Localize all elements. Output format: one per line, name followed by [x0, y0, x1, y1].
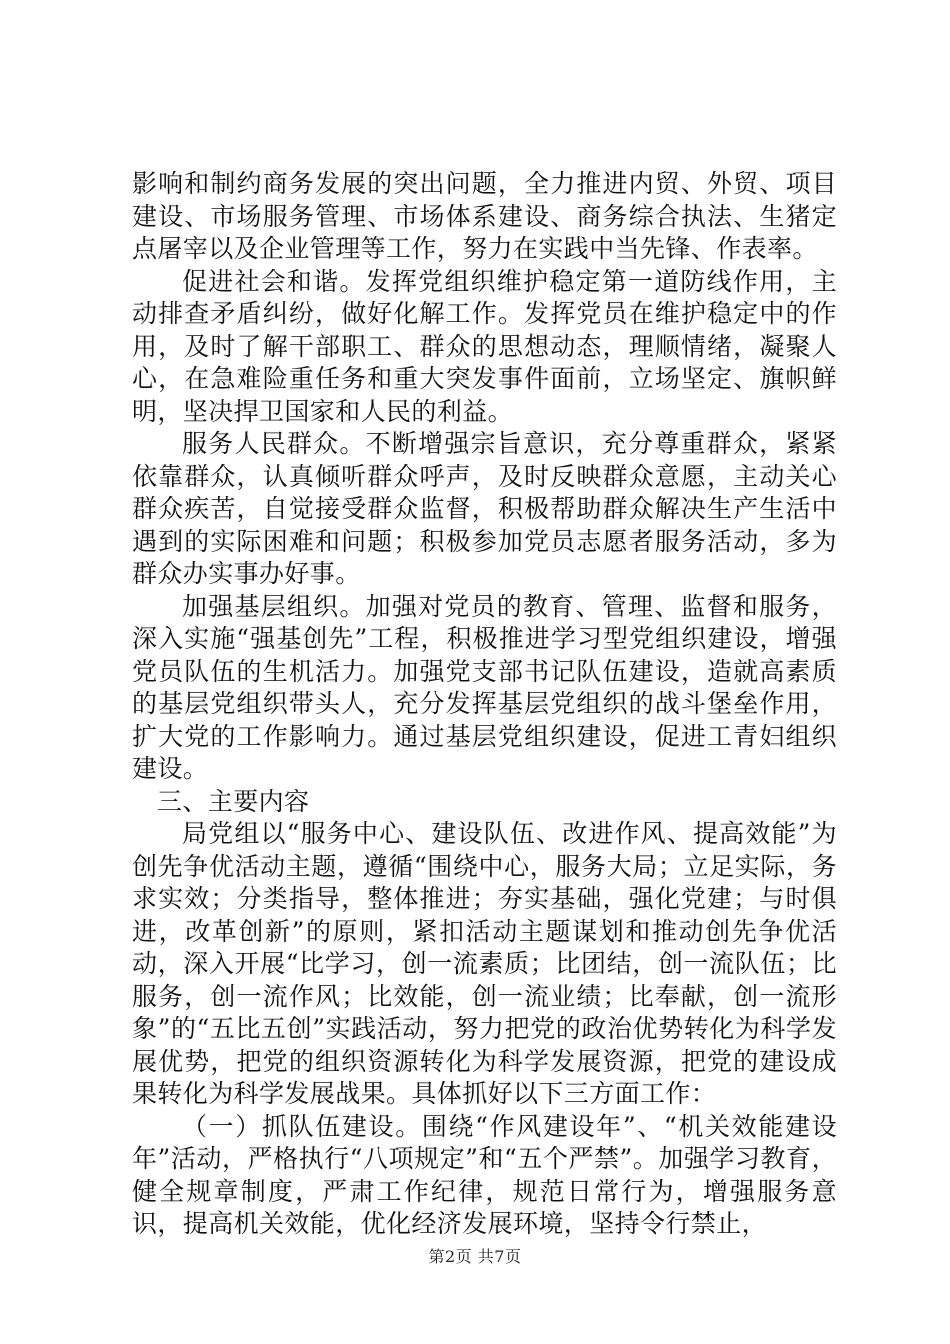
paragraph-social-harmony: 促进社会和谐。发挥党组织维护稳定第一道防线作用，主动排查矛盾纠纷，做好化解工作。发挥党员在维护稳定中的作用，及时了解干部职工、群众的思想动态，理顺情绪，凝聚人心，在急难险重任务和重大突发事件面前，立场坚定、旗帜鲜明，坚决捍卫国家和人民的利益。	[132, 266, 837, 426]
paragraph-serve-people: 服务人民群众。不断增强宗旨意识，充分尊重群众，紧紧依靠群众，认真倾听群众呼声，及时反映群众意愿，主动关心群众疾苦，自觉接受群众监督，积极帮助群众解决生产生活中遇到的实际困难和问题；积极参加党员志愿者服务活动，多为群众办实事办好事。	[132, 429, 837, 588]
document-body	[132, 168, 837, 1241]
section-heading-main-content: 三、主要内容	[157, 786, 310, 816]
paragraph-continued: 影响和制约商务发展的突出问题，全力推进内贸、外贸、项目建设、市场服务管理、市场体系建设、商务综合执法、生猪定点屠宰以及企业管理等工作，努力在实践中当先锋、作表率。	[132, 169, 837, 263]
paragraph-party-group-theme: 局党组以“服务中心、建设队伍、改进作风、提高效能”为创先争优活动主题，遵循“围绕中心，服务大局；立足实际，务求实效；分类指导，整体推进；夯实基础，强化党建；与时俱进，改革创新”的原则，紧扣活动主题谋划和推动创先争优活动，深入开展“比学习，创一流素质；比团结，创一流队伍；比服务，创一流作风；比效能，创一流业绩；比奉献，创一流形象”的“五比五创”实践活动，努力把党的政治优势转化为科学发展优势，把党的组织资源转化为科学发展资源，把党的建设成果转化为科学发展战果。具体抓好以下三方面工作：	[132, 819, 837, 1108]
page-footer: 第2页 共7页	[428, 1247, 522, 1266]
paragraph-team-building: （一）抓队伍建设。围绕“作风建设年”、“机关效能建设年”活动，严格执行“八项规定”和“五个严禁”。加强学习教育，健全规章制度，严肃工作纪律，规范日常行为，增强服务意识，提高机关效能，优化经济发展环境，坚持令行禁止，	[132, 1111, 837, 1238]
paragraph-grassroots-organization: 加强基层组织。加强对党员的教育、管理、监督和服务，深入实施“强基创先”工程，积极推进学习型党组织建设，增强党员队伍的生机活力。加强党支部书记队伍建设，造就高素质的基层党组织带头人，充分发挥基层党组织的战斗堡垒作用，扩大党的工作影响力。通过基层党组织建设，促进工青妇组织建设。	[132, 591, 837, 783]
